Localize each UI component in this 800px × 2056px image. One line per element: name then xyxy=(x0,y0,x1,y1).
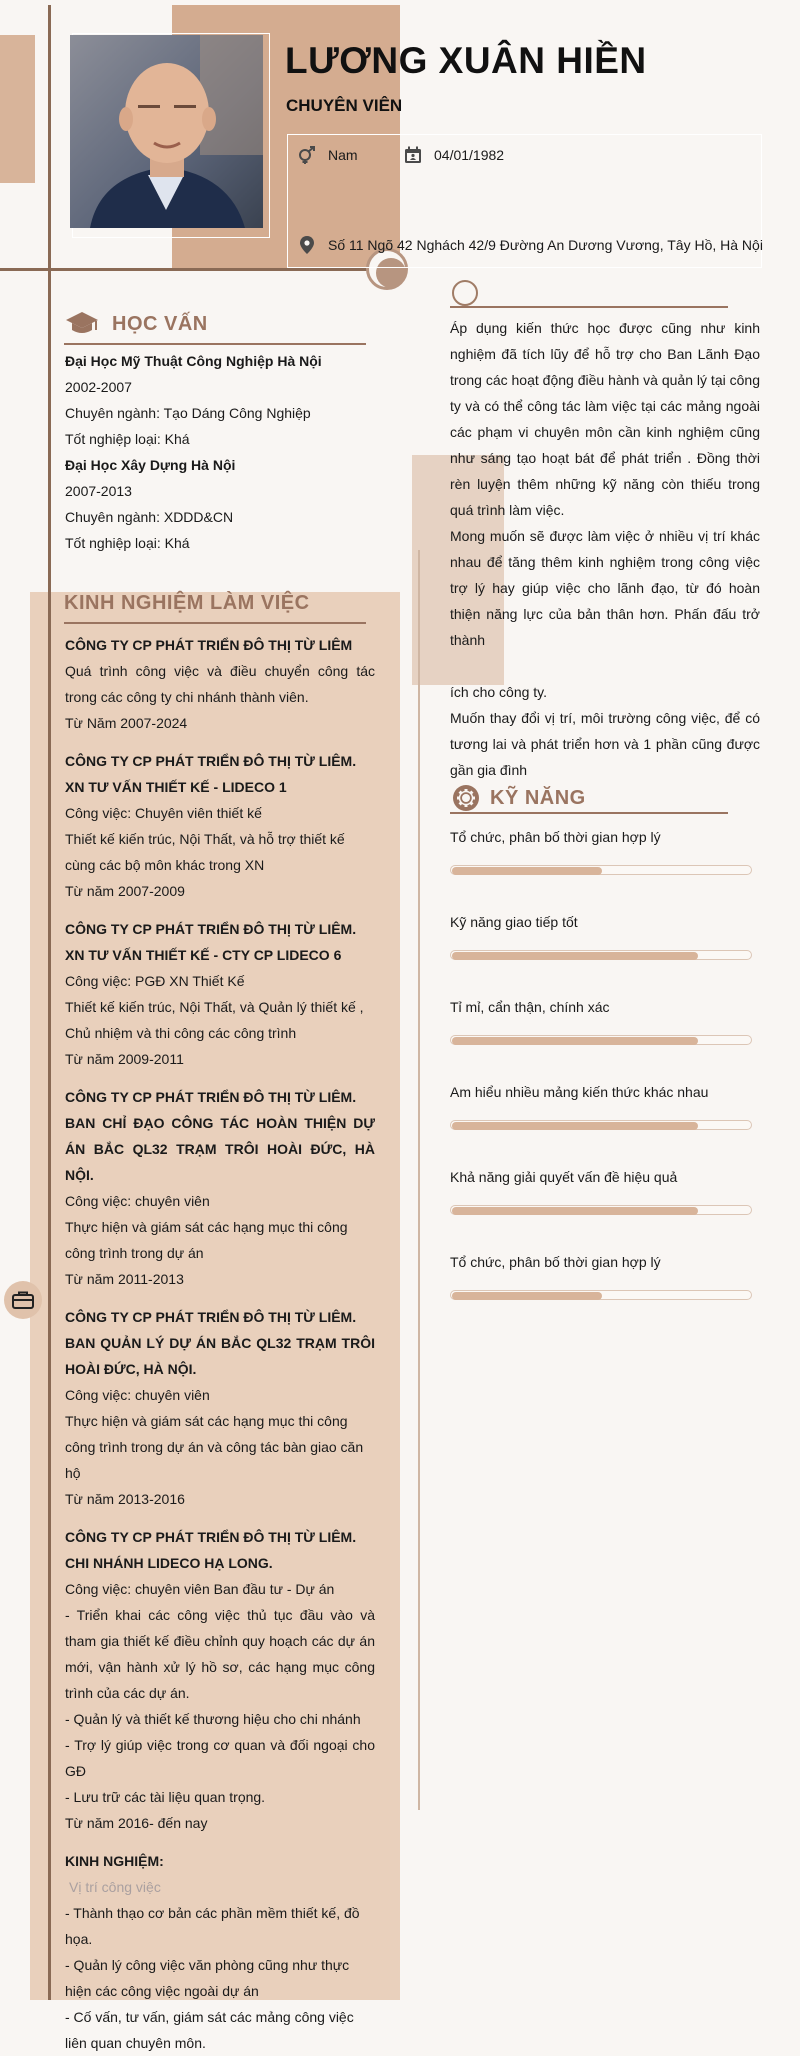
job-line: Công việc: chuyên viên Ban đầu tư - Dự án xyxy=(65,1581,335,1597)
skill-bar-fill xyxy=(452,1122,698,1130)
extra-line: - Thành thạo cơ bản các phần mềm thiết kế, đồ họa. xyxy=(65,1905,360,1947)
skill-bar-track xyxy=(450,865,752,875)
education-heading xyxy=(64,306,208,342)
skill-label: Kỹ năng giao tiếp tốt xyxy=(450,914,578,930)
objective-paragraph: Muốn thay đổi vị trí, môi trường công việc, để có tương lai và phát triển hơn và 1 phần cũng được gần gia đình xyxy=(450,710,760,778)
job-line: Công việc: PGĐ XN Thiết Kế xyxy=(65,973,245,989)
skill-label: Khả năng giải quyết vấn đề hiệu quả xyxy=(450,1169,678,1185)
objective-paragraph: Mong muốn sẽ được làm việc ở nhiều vị trí khác nhau để tăng thêm kinh nghiệm trong công việc trợ lý hay giúp việc cho lãnh đạo, từ đó hoàn thiện năng lực của bản thân hơn. Phấn đấu trở thành xyxy=(450,528,760,648)
school-grade: Tốt nghiệp loại: Khá xyxy=(65,535,190,551)
address-row xyxy=(296,234,763,256)
decor-timeline-line xyxy=(48,5,51,2000)
dob-value: 04/01/1982 xyxy=(434,147,505,163)
job-line: Thiết kế kiến trúc, Nội Thất, và Quản lý thiết kế , Chủ nhiệm và thi công các công trình xyxy=(65,999,364,1041)
address-value: Số 11 Ngõ 42 Nghách 42/9 Đường An Dương Vương, Tây Hồ, Hà Nội xyxy=(328,237,763,253)
objective-paragraph: ích cho công ty. xyxy=(450,684,548,700)
skill-item xyxy=(450,829,754,849)
calendar-icon xyxy=(402,144,424,166)
skill-item xyxy=(450,1254,754,1274)
school-name: Đại Học Xây Dựng Hà Nội xyxy=(65,457,236,473)
graduation-cap-icon xyxy=(64,306,100,342)
education-underline xyxy=(64,343,366,345)
experience-list xyxy=(65,632,375,2056)
company-unit: BAN QUẢN LÝ DỰ ÁN BẮC QL32 TRẠM TRÔI HOÀI ĐỨC, HÀ NỘI. xyxy=(65,1335,375,1377)
job-years: Từ năm 2016- đến nay xyxy=(65,1815,208,1831)
objective-text xyxy=(450,315,760,783)
company-unit: CHI NHÁNH LIDECO HẠ LONG. xyxy=(65,1555,273,1571)
decor-divider-line xyxy=(418,550,420,1810)
company-name: CÔNG TY CP PHÁT TRIỂN ĐÔ THỊ TỪ LIÊM. xyxy=(65,1089,357,1105)
skill-bar-track xyxy=(450,1290,752,1300)
school-name: Đại Học Mỹ Thuật Công Nghiệp Hà Nội xyxy=(65,353,322,369)
job-line: Công việc: Chuyên viên thiết kế xyxy=(65,805,262,821)
company-unit: XN TƯ VẤN THIẾT KẾ - LIDECO 1 xyxy=(65,779,287,795)
skill-bar-fill xyxy=(452,1292,602,1300)
job-line: - Triển khai các công việc thủ tục đầu vào và tham gia thiết kế điều chỉnh quy hoạch các dự án mới, vận hành xử lý hồ sơ, các hạng mục công trình của các dự án. xyxy=(65,1607,375,1701)
decor-header-line xyxy=(0,268,400,271)
briefcase-icon xyxy=(4,1281,42,1319)
job-line: Thực hiện và giám sát các hạng mục thi công công trình trong dự án và công tác bàn giao căn hộ xyxy=(65,1413,364,1481)
skill-bar-fill xyxy=(452,952,698,960)
skill-bar-fill xyxy=(452,867,602,875)
job-years: Từ năm 2011-2013 xyxy=(65,1271,184,1287)
company-unit: XN TƯ VẤN THIẾT KẾ - CTY CP LIDECO 6 xyxy=(65,947,342,963)
company-name: CÔNG TY CP PHÁT TRIỂN ĐÔ THỊ TỪ LIÊM. xyxy=(65,753,357,769)
dob-row xyxy=(402,144,504,166)
skill-item xyxy=(450,1084,754,1104)
skill-item xyxy=(450,914,754,934)
location-pin-icon xyxy=(296,234,318,256)
skills-title: KỸ NĂNG xyxy=(490,786,586,809)
education-list xyxy=(65,348,375,556)
position-placeholder[interactable]: Vị trí công việc xyxy=(69,1879,161,1895)
experience-heading xyxy=(64,592,310,615)
job-years: Từ năm 2009-2011 xyxy=(65,1051,184,1067)
job-line: - Quản lý và thiết kế thương hiệu cho chi nhánh xyxy=(65,1711,361,1727)
skills-underline xyxy=(450,812,728,814)
gender-row xyxy=(296,144,358,166)
education-title: HỌC VẤN xyxy=(112,312,208,335)
person-name: LƯƠNG XUÂN HIỀN xyxy=(285,40,647,81)
job-line: Thiết kế kiến trúc, Nội Thất, và hỗ trợ thiết kế cùng các bộ môn khác trong XN xyxy=(65,831,345,873)
job-years: Từ năm 2007-2009 xyxy=(65,883,185,899)
school-major: Chuyên ngành: XDDD&CN xyxy=(65,509,234,525)
skill-label: Am hiểu nhiều mảng kiến thức khác nhau xyxy=(450,1084,709,1100)
experience-title: KINH NGHIỆM LÀM VIỆC xyxy=(64,592,310,614)
job-years: Từ năm 2013-2016 xyxy=(65,1491,185,1507)
extra-line: - Cố vấn, tư vấn, giám sát các mảng công việc liên quan chuyên môn. xyxy=(65,2009,354,2051)
school-major: Chuyên ngành: Tạo Dáng Công Nghiệp xyxy=(65,405,311,421)
extra-line: - Quản lý công việc văn phòng cũng như thực hiện các công việc ngoài dự án xyxy=(65,1957,350,1999)
job-line: Công việc: chuyên viên xyxy=(65,1193,210,1209)
objective-underline xyxy=(450,306,728,308)
school-years: 2007-2013 xyxy=(65,483,132,499)
gear-icon xyxy=(448,780,484,816)
job-years: Từ Năm 2007-2024 xyxy=(65,715,188,731)
avatar xyxy=(70,35,263,228)
company-name: CÔNG TY CP PHÁT TRIỂN ĐÔ THỊ TỪ LIÊM. xyxy=(65,1529,357,1545)
job-line: - Lưu trữ các tài liệu quan trọng. xyxy=(65,1789,266,1805)
experience-underline xyxy=(64,622,366,624)
skill-label: Tổ chức, phân bố thời gian hợp lý xyxy=(450,1254,661,1270)
company-unit: BAN CHỈ ĐẠO CÔNG TÁC HOÀN THIỆN DỰ ÁN BẮC QL32 TRẠM TRÔI HOÀI ĐỨC, HÀ NỘI. xyxy=(65,1115,375,1183)
skill-bar-track xyxy=(450,1205,752,1215)
skill-bar-fill xyxy=(452,1207,698,1215)
objective-paragraph: Áp dụng kiến thức học được cũng như kinh nghiệm đã tích lũy để hỗ trợ cho Ban Lãnh Đạo trong các hoạt động điều hành và quản lý tại công ty và có thể công tác làm việc tại các mảng ngoài các phạm vi chuyên môn cần kinh nghiệm cũng như sáng tạo hoạt bát để phát triển . Đồng thời rèn luyện thêm những kỹ năng còn thiếu trong quá trình làm việc. xyxy=(450,320,760,518)
job-title: CHUYÊN VIÊN xyxy=(286,96,403,115)
company-name: CÔNG TY CP PHÁT TRIỂN ĐÔ THỊ TỪ LIÊM. xyxy=(65,1309,357,1325)
extra-experience-heading: KINH NGHIỆM: xyxy=(65,1853,164,1869)
skill-item xyxy=(450,999,754,1019)
company-name: CÔNG TY CP PHÁT TRIỂN ĐÔ THỊ TỪ LIÊM. xyxy=(65,921,357,937)
decor-right-circle xyxy=(452,280,478,306)
gender-icon xyxy=(296,144,318,166)
skill-label: Tỉ mỉ, cẩn thận, chính xác xyxy=(450,999,610,1015)
gender-value: Nam xyxy=(328,147,358,163)
job-line: Thực hiện và giám sát các hạng mục thi công công trình trong dự án xyxy=(65,1219,348,1261)
school-years: 2002-2007 xyxy=(65,379,132,395)
skill-bar-track xyxy=(450,1120,752,1130)
skill-bar-track xyxy=(450,950,752,960)
decor-left-strip xyxy=(0,35,35,183)
job-line: Công việc: chuyên viên xyxy=(65,1387,210,1403)
skill-bar-track xyxy=(450,1035,752,1045)
skill-bar-fill xyxy=(452,1037,698,1045)
job-line: - Trợ lý giúp việc trong cơ quan và đối ngoại cho GĐ xyxy=(65,1737,375,1779)
skill-item xyxy=(450,1169,754,1189)
school-grade: Tốt nghiệp loại: Khá xyxy=(65,431,190,447)
job-line: Quá trình công việc và điều chuyển công tác trong các công ty chi nhánh thành viên. xyxy=(65,663,375,705)
skill-label: Tổ chức, phân bố thời gian hợp lý xyxy=(450,829,661,845)
skills-heading xyxy=(448,780,586,816)
company-name: CÔNG TY CP PHÁT TRIỂN ĐÔ THỊ TỪ LIÊM xyxy=(65,637,353,653)
